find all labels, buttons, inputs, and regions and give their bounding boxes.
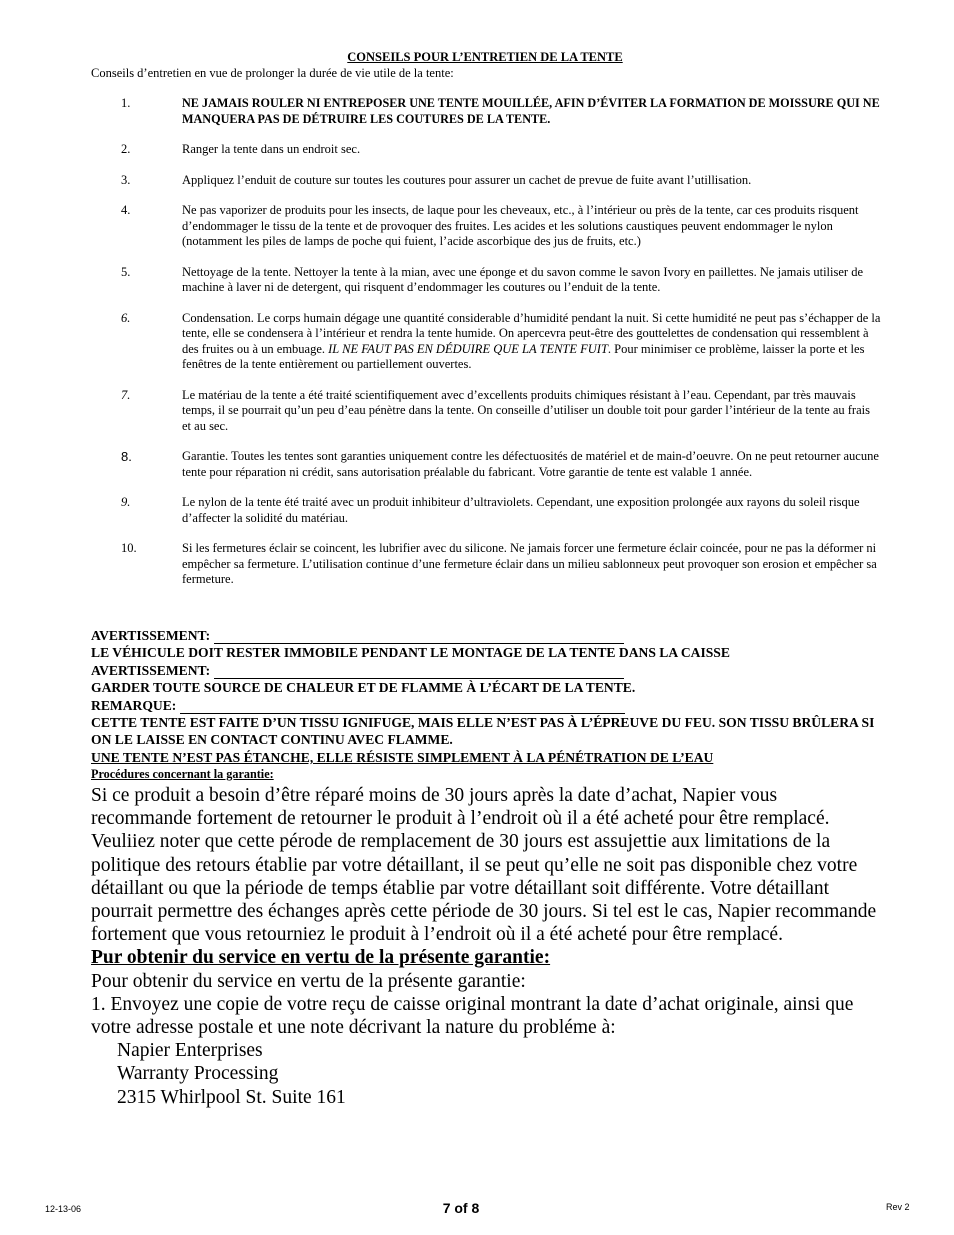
remark-text: CETTE TENTE EST FAITE D’UN TISSU IGNIFUGE, MAIS ELLE N’EST PAS À L’ÉPREUVE DU FEU. SON TISSU BRÛLERA SI ON LE LAISSE EN CONTACT CONTINU AVEC FLAMME. (91, 715, 875, 748)
list-item (0, 388, 954, 435)
item-number: 7. (121, 387, 131, 402)
service-intro: Pour obtenir du service en vertu de la présente garantie: (91, 970, 526, 992)
list-item (0, 495, 954, 526)
item-text: Nettoyage de la tente. Nettoyer la tente à la mian, avec une éponge et du savon comme le savon Ivory en paillettes. Ne jamais utiliser de machine à laver ni de detergent, qui risquent d’endommager les coutures ou l’enduit de la tente. (182, 264, 863, 294)
warnings-block (91, 627, 891, 766)
warning-label: AVERTISSEMENT: (91, 628, 211, 643)
item-text: Ne pas vaporizer de produits pour les insects, de laque pour les cheveaux, etc., à l’intérieur ou près de la tente, car ces produits risquent d’endommager le tissu de la tente et de provoquer des fruites. Les acides et les solutions caustiques peuvent endommager le nylon (notamment les piles de lamps de poche qui fuient, l’acide ascorbique des jus de fruits, etc.) (182, 203, 859, 248)
item-text: Le nylon de la tente été traité avec un produit inhibiteur d’ultraviolets. Cependant, une exposition prolongée aux rayons du soleil risque d’affecter la solidité du matériau. (182, 495, 860, 525)
item-number: 1. (121, 96, 131, 110)
address-line: 2315 Whirlpool St. Suite 161 (117, 1086, 346, 1108)
item-number: 9. (121, 495, 131, 509)
service-step: 1. Envoyez une copie de votre reçu de caisse original montrant la date d’achat originale, ainsi que votre adresse postale et une note décrivant la nature du probléme à: (91, 993, 854, 1039)
service-heading: Pur obtenir du service en vertu de la présente garantie: (91, 947, 551, 969)
warranty-section (91, 784, 881, 1109)
remark-label: REMARQUE: (91, 697, 177, 713)
list-item (0, 173, 954, 189)
waterproof-notice: UNE TENTE N’EST PAS ÉTANCHE, ELLE RÉSISTE SIMPLEMENT À LA PÉNÉTRATION DE L’EAU (91, 749, 714, 765)
warning-heading (91, 662, 891, 679)
remark-heading (91, 697, 891, 714)
item-number: 2. (121, 142, 131, 156)
warning-heading (91, 627, 891, 644)
warning-text: LE VÉHICULE DOIT RESTER IMMOBILE PENDANT LE MONTAGE DE LA TENTE DANS LA CAISSE (91, 645, 730, 661)
page-number: 7 of 8 (442, 1200, 480, 1216)
list-item (0, 203, 954, 250)
item-number: 3. (121, 172, 131, 187)
item-text: Ranger la tente dans un endroit sec. (182, 142, 361, 156)
item-text-part: Condensation. Le corps humain dégage une quantité considerable d’humidité pendant la nuit. Si cette humidité ne peut pas s’échapper de la tente, elle se condensera à l’intérieur et rendra la tente humide. On apercevra peut-être des gouttelettes de condensation qui ressemblent à des fruites ou à un embuage. (182, 310, 881, 356)
underline-rule (180, 703, 625, 714)
item-text-emphasis: IL NE FAUT PAS EN DÉDUIRE QUE LA TENTE FUIT (328, 341, 608, 356)
item-number: 6. (121, 310, 131, 325)
page-title: CONSEILS POUR L’ENTRETIEN DE LA TENTE (347, 50, 623, 64)
underline-rule (214, 633, 624, 644)
item-text: NE JAMAIS ROULER NI ENTREPOSER UNE TENTE MOUILLÉE, AFIN D’ÉVITER LA FORMATION DE MOISSURE QUI NE MANQUERA PAS DE DÉTRUIRE LES COUTURES DE LA TENTE. (182, 96, 880, 126)
underline-rule (214, 668, 624, 679)
item-text-part: . Pour minimiser ce problème, laisser la porte et les fenêtres de la tente entièrement ou partiellement ouvertes. (182, 341, 865, 371)
footer-date: 12-13-06 (45, 1204, 82, 1214)
item-number: 5. (121, 264, 131, 279)
address-line: Napier Enterprises (117, 1040, 263, 1062)
item-text: Appliquez l’enduit de couture sur toutes les coutures pour assurer un cachet de prevue de fuite avant l’utillisation. (182, 172, 752, 187)
warranty-paragraph: Si ce produit a besoin d’être réparé moins de 30 jours après la date d’achat, Napier vous recommande fortement de retourner le produit à l’endroit où il a été acheté pour être remplacé. Veuliiez noter que cette pérode de remplacement de 30 jours est assujettie aux limitations de la politique des retours établie par votre détaillant, il se peut qu’elle ne soit pas disponible chez votre détaillant ou que la période de temps établie par votre détaillant soit différente. Votre détaillant pourrait permettre des échanges après cette période de 30 jours. Si tel est le cas, Napier recommande fortement que vous retourniez le produit à l’endroit où il a été acheté pour être remplacé. (91, 785, 877, 946)
item-text: Si les fermetures éclair se coincent, les lubrifier avec du silicone. Ne jamais forcer une fermeture éclair coincée, pour ne pas la déformer ni empêcher sa fermeture. L’utilisation continue d’une fermeture éclair dans un milieu sablonneux peut provoquer son erosion et empêcher sa fermeture. (182, 541, 877, 586)
list-item (0, 541, 954, 588)
list-item (0, 142, 954, 158)
procedures-heading: Procédures concernant la garantie: (91, 767, 274, 781)
list-item (0, 311, 954, 373)
list-item (0, 265, 954, 296)
care-tips-list (0, 96, 954, 603)
list-item (0, 449, 954, 480)
item-number: 8. (121, 449, 132, 464)
item-text: Le matériau de la tente a été traité scientifiquement avec d’excellents produits chimiques résistant à l’eau. Cependant, par très mauvais temps, il se pourrait qu’un peu d’eau pénètre dans la tente. On conseille d’utiliser un double toit pour garder l’intérieur de la tente au frais et au sec. (182, 387, 870, 433)
footer-revision: Rev 2 (886, 1202, 910, 1212)
intro-text: Conseils d’entretien en vue de prolonger la durée de vie utile de la tente: (91, 66, 454, 80)
item-number: 4. (121, 203, 131, 217)
item-text (182, 311, 882, 373)
item-text: Garantie. Toutes les tentes sont garanties uniquement contre les défectuosités de matériel et de main-d’oeuvre. On ne peut retourner aucune tente pour réparation ni crédit, sans autorisation préalable du fabricant. Votre garantie de tente est valable 1 année. (182, 449, 879, 479)
warning-text: GARDER TOUTE SOURCE DE CHALEUR ET DE FLAMME À L’ÉCART DE LA TENTE. (91, 680, 636, 696)
list-item (0, 96, 954, 127)
address-line: Warranty Processing (117, 1063, 279, 1085)
item-number: 10. (121, 541, 137, 555)
warning-label: AVERTISSEMENT: (91, 662, 211, 678)
